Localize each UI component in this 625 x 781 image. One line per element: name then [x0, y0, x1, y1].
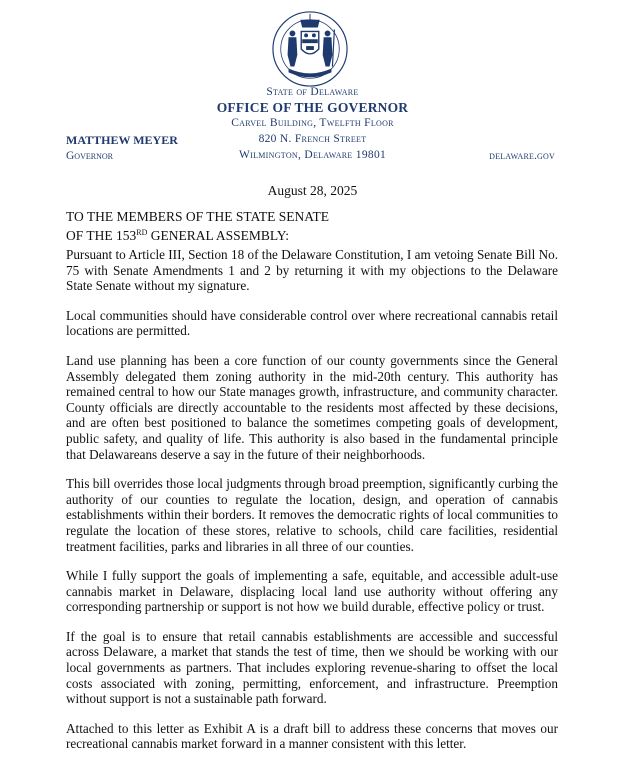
paragraph: While I fully support the goals of implementing a safe, equitable, and accessible adult-use cannabis market in Delaware, displacing local land use authority without offering any corresponding partnership or support is not how we build durable, effective policy or trust. [66, 568, 558, 615]
governor-name: MATTHEW MEYER [66, 133, 178, 147]
paragraph: This bill overrides those local judgments through broad preemption, significantly curbing the authority of our counties to regulate the location, design, and operation of cannabis establishments within their borders. It removes the democratic rights of local communities to regulate the location of these stores, relative to schools, child care facilities, residential treatment facilities, parks and libraries in all three of our counties. [66, 476, 558, 554]
website-link[interactable]: delaware.gov [489, 150, 555, 162]
salutation [66, 209, 329, 244]
salutation-line-2: OF THE 153RD GENERAL ASSEMBLY: [66, 228, 290, 243]
letterhead-building: Carvel Building, Twelfth Floor [231, 117, 394, 129]
paragraph: If the goal is to ensure that retail cannabis establishments are accessible and successful across Delaware, a market that stands the test of time, then we should be working with our local governments as partners. That includes exploring revenue-sharing to offset the local costs associated with zoning, permitting, enforcement, and infrastructure. Preemption without support is not a sustainable path forward. [66, 628, 558, 707]
letterhead-street: 820 N. French Street [258, 133, 367, 145]
paragraph: Attached to this letter as Exhibit A is a draft bill to address these concerns that moves our recreational cannabis market forward in a manner consistent with this letter. [66, 720, 558, 752]
letterhead-office: OFFICE OF THE GOVERNOR [216, 100, 409, 115]
paragraph: Land use planning has been a core function of our county governments since the General Assembly delegated them zoning authority in the mid-20th century. This authority has remained central to how our State manages growth, infrastructure, and community character. County officials are directly accountable to the residents most affected by these decisions, and are often best positioned to balance the sometimes competing goals of development, public safety, and quality of life. This authority is also based in the fundamental principle that Delawareans deserve a say in the future of their neighborhoods. [66, 352, 558, 462]
paragraph: Pursuant to Article III, Section 18 of the Delaware Constitution, I am vetoing Senate Bill No. 75 with Senate Amendments 1 and 2 by returning it with my objections to the Delaware State Senate without my signature. [66, 247, 558, 294]
letterhead-state: State of Delaware [266, 86, 359, 98]
salutation-line-1: TO THE MEMBERS OF THE STATE SENATE [66, 209, 329, 224]
governor-title: Governor [66, 150, 113, 162]
letter-body [66, 247, 558, 766]
letter-date: August 28, 2025 [267, 183, 358, 198]
state-seal [271, 10, 349, 88]
paragraph: Local communities should have considerable control over where recreational cannabis retail locations are permitted. [66, 307, 558, 339]
letterhead-city: Wilmington, Delaware 19801 [238, 149, 387, 161]
